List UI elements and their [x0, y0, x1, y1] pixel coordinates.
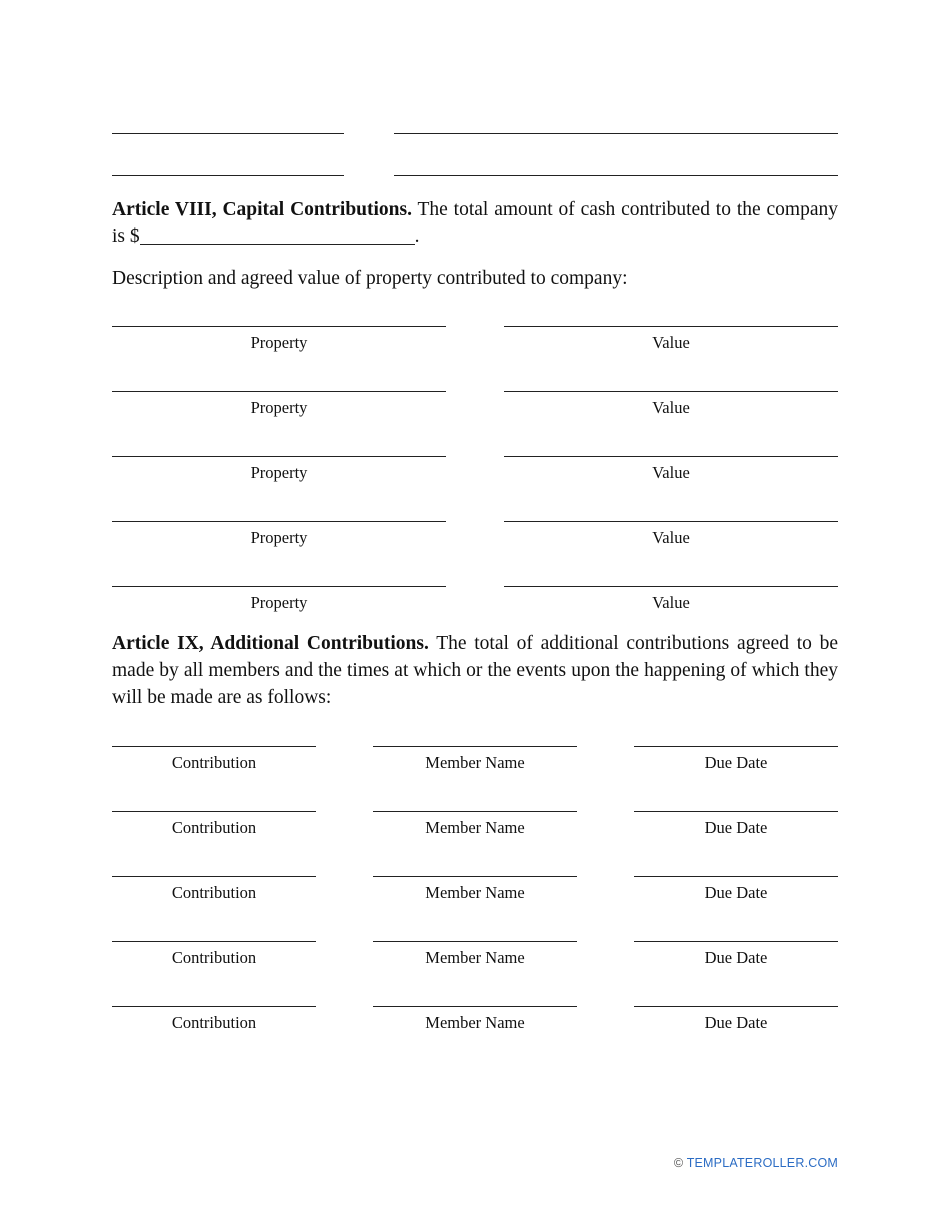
member-name-label: Member Name	[425, 818, 525, 837]
due-date-label: Due Date	[704, 753, 768, 772]
contribution-label: Contribution	[171, 818, 257, 837]
contribution-blank-line[interactable]	[112, 876, 316, 877]
member-name-blank-line[interactable]	[373, 811, 577, 812]
value-label: Value	[652, 528, 690, 547]
property-blank-line[interactable]	[112, 391, 446, 392]
article-ix-heading: Article IX, Additional Contributions.	[112, 633, 429, 654]
member-name-label: Member Name	[425, 753, 525, 772]
property-label: Property	[250, 398, 308, 417]
value-label: Value	[652, 398, 690, 417]
top-blank-line-left-1[interactable]	[112, 133, 344, 134]
property-label: Property	[250, 528, 308, 547]
value-blank-line[interactable]	[504, 456, 838, 457]
copyright-symbol: ©	[673, 1156, 684, 1170]
article-viii-text: The total amount of cash contributed to the company is $	[112, 199, 838, 247]
value-label: Value	[652, 333, 690, 352]
due-date-label: Due Date	[704, 1013, 768, 1032]
property-blank-line[interactable]	[112, 456, 446, 457]
property-blank-line[interactable]	[112, 586, 446, 587]
due-date-blank-line[interactable]	[634, 876, 838, 877]
article-ix-text: The total of additional contributions agreed to be made by all members and the times at which or the events upon the happening of which they will be made are as follows:	[112, 633, 838, 708]
member-name-blank-line[interactable]	[373, 746, 577, 747]
due-date-label: Due Date	[704, 948, 768, 967]
footer-credit	[674, 1156, 838, 1170]
contribution-label: Contribution	[171, 1013, 257, 1032]
member-name-blank-line[interactable]	[373, 876, 577, 877]
cash-amount-blank[interactable]	[140, 226, 415, 245]
due-date-blank-line[interactable]	[634, 1006, 838, 1007]
contribution-blank-line[interactable]	[112, 811, 316, 812]
due-date-blank-line[interactable]	[634, 941, 838, 942]
contribution-blank-line[interactable]	[112, 1006, 316, 1007]
due-date-label: Due Date	[704, 818, 768, 837]
value-blank-line[interactable]	[504, 521, 838, 522]
property-intro: Description and agreed value of property contributed to company:	[112, 268, 628, 289]
top-blank-line-left-2[interactable]	[112, 175, 344, 176]
contribution-label: Contribution	[171, 883, 257, 902]
property-label: Property	[250, 593, 308, 612]
due-date-label: Due Date	[704, 883, 768, 902]
article-viii-paragraph	[112, 196, 838, 250]
due-date-blank-line[interactable]	[634, 746, 838, 747]
member-name-label: Member Name	[425, 948, 525, 967]
contribution-blank-line[interactable]	[112, 941, 316, 942]
property-label: Property	[250, 463, 308, 482]
top-blank-line-right-2[interactable]	[394, 175, 838, 176]
member-name-label: Member Name	[425, 1013, 525, 1032]
value-blank-line[interactable]	[504, 586, 838, 587]
property-blank-line[interactable]	[112, 521, 446, 522]
property-label: Property	[250, 333, 308, 352]
footer-brand-link[interactable]: TEMPLATEROLLER.COM	[686, 1156, 838, 1170]
property-blank-line[interactable]	[112, 326, 446, 327]
due-date-blank-line[interactable]	[634, 811, 838, 812]
member-name-label: Member Name	[425, 883, 525, 902]
value-label: Value	[652, 593, 690, 612]
contribution-blank-line[interactable]	[112, 746, 316, 747]
value-label: Value	[652, 463, 690, 482]
article-ix-paragraph	[112, 630, 838, 711]
value-blank-line[interactable]	[504, 326, 838, 327]
contribution-label: Contribution	[171, 948, 257, 967]
member-name-blank-line[interactable]	[373, 1006, 577, 1007]
article-viii-heading: Article VIII, Capital Contributions.	[112, 199, 412, 220]
top-blank-line-right-1[interactable]	[394, 133, 838, 134]
contribution-label: Contribution	[171, 753, 257, 772]
member-name-blank-line[interactable]	[373, 941, 577, 942]
article-viii-period: .	[414, 226, 420, 247]
value-blank-line[interactable]	[504, 391, 838, 392]
